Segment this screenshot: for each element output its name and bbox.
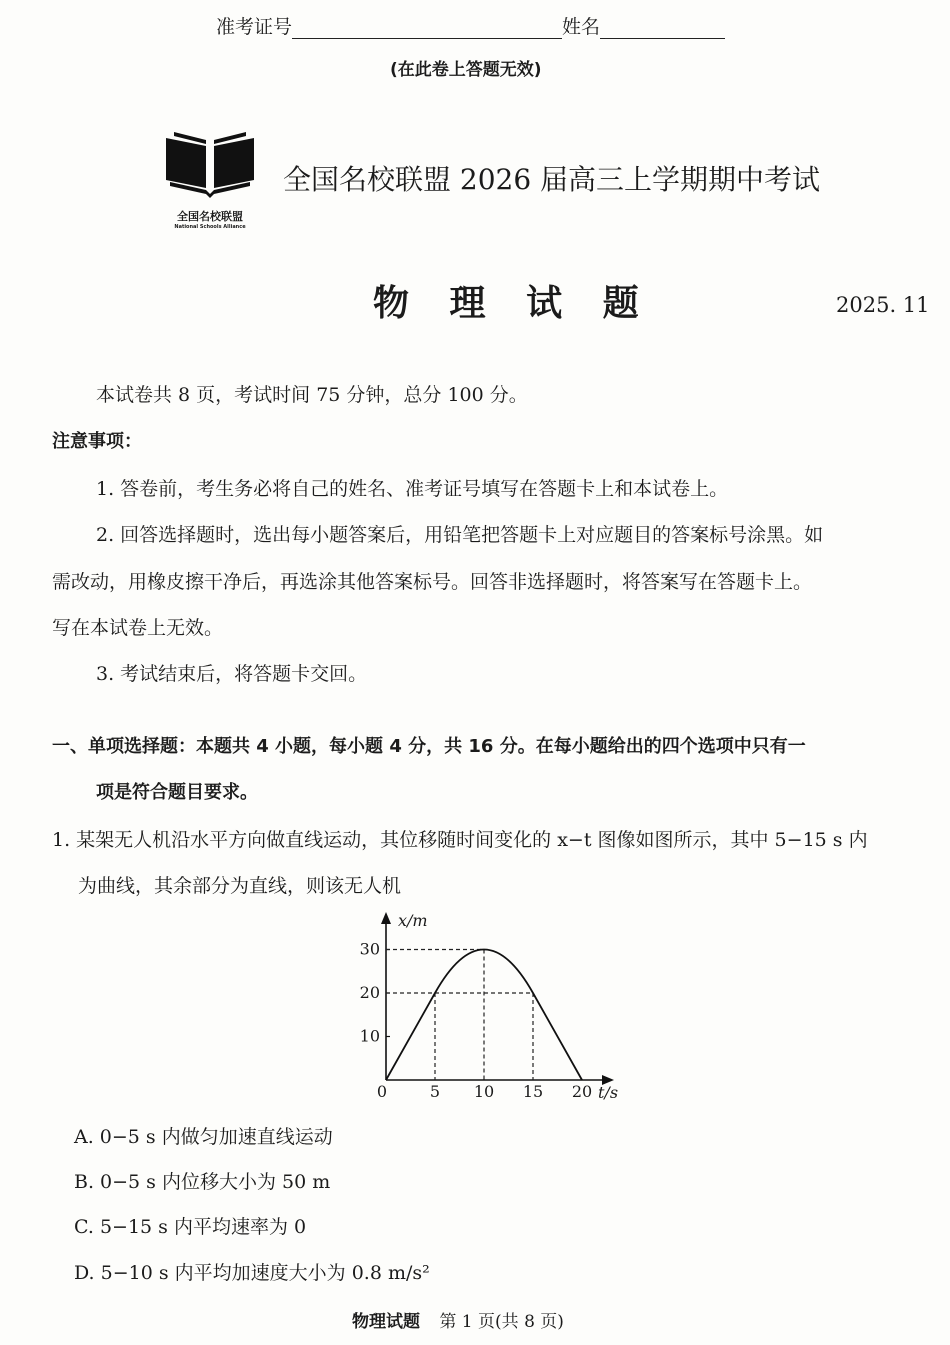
x-tick-label-10: 10 xyxy=(473,1082,495,1101)
ticket-number-label: 准考证号 xyxy=(216,16,293,38)
question1-stem-line1: 1. 某架无人机沿水平方向做直线运动，其位移随时间变化的 x−t 图像如图所示，其中 5−15 s 内 xyxy=(52,829,868,851)
section1-heading: 一、单项选择题：本题共 4 小题，每小题 4 分，共 16 分。在每小题给出的四个选项中只有一 xyxy=(52,736,806,757)
exam-name: 全国名校联盟 2026 届高三上学期期中考试 xyxy=(283,163,821,196)
alliance-logo xyxy=(160,130,260,230)
option-b[interactable]: B. 0−5 s 内位移大小为 50 m xyxy=(74,1171,331,1193)
y-axis-label: x/m xyxy=(398,911,428,930)
footer-page-number: 第 1 页(共 8 页) xyxy=(439,1312,564,1332)
question1-stem-line2: 为曲线，其余部分为直线，则该无人机 xyxy=(78,875,402,897)
no-answer-notice: (在此卷上答题无效) xyxy=(390,60,542,80)
note-item-1: 1. 答卷前，考生务必将自己的姓名、准考证号填写在答题卡上和本试卷上。 xyxy=(96,478,729,500)
name-field[interactable] xyxy=(600,18,725,39)
x-tick-label-15: 15 xyxy=(522,1082,544,1101)
y-tick-label-20: 20 xyxy=(359,983,380,1002)
origin-label: 0 xyxy=(376,1082,388,1101)
exam-header-fields xyxy=(216,12,725,39)
footer-subject: 物理试题 xyxy=(352,1312,420,1332)
xt-graph xyxy=(340,910,640,1110)
name-label: 姓名 xyxy=(562,16,601,38)
notes-heading: 注意事项： xyxy=(52,431,142,452)
option-c[interactable]: C. 5−15 s 内平均速率为 0 xyxy=(74,1216,307,1238)
note-item-3: 3. 考试结束后，将答题卡交回。 xyxy=(96,663,368,685)
option-d[interactable]: D. 5−10 s 内平均加速度大小为 0.8 m/s² xyxy=(74,1262,430,1284)
page-footer xyxy=(352,1307,564,1332)
note-item-2-line2: 需改动，用橡皮擦干净后，再选涂其他答案标号。回答非选择题时，将答案写在答题卡上。 xyxy=(52,571,813,593)
note-item-2-line1: 2. 回答选择题时，选出每小题答案后，用铅笔把答题卡上对应题目的答案标号涂黑。如 xyxy=(96,524,824,546)
y-tick-label-30: 30 xyxy=(359,939,380,959)
x-axis-label: t/s xyxy=(598,1083,619,1102)
x-tick-label-5: 5 xyxy=(429,1082,441,1101)
logo-org-cn: 全国名校联盟 xyxy=(177,210,243,223)
x-tick-label-20: 20 xyxy=(571,1082,593,1101)
book-logo-icon xyxy=(160,130,260,202)
y-tick-label-10: 10 xyxy=(359,1026,380,1046)
y-axis-arrow-icon xyxy=(381,912,391,924)
exam-intro: 本试卷共 8 页，考试时间 75 分钟，总分 100 分。 xyxy=(96,384,528,406)
note-item-2-line3: 写在本试卷上无效。 xyxy=(52,617,224,639)
option-a[interactable]: A. 0−5 s 内做匀加速直线运动 xyxy=(74,1126,333,1148)
exam-date: 2025. 11 xyxy=(836,293,930,317)
logo-org-en: National Schools Alliance xyxy=(174,224,246,230)
section1-heading-cont: 项是符合题目要求。 xyxy=(96,782,258,803)
ticket-number-field[interactable] xyxy=(292,18,562,39)
page-title: 物 理 试 题 xyxy=(373,283,653,324)
